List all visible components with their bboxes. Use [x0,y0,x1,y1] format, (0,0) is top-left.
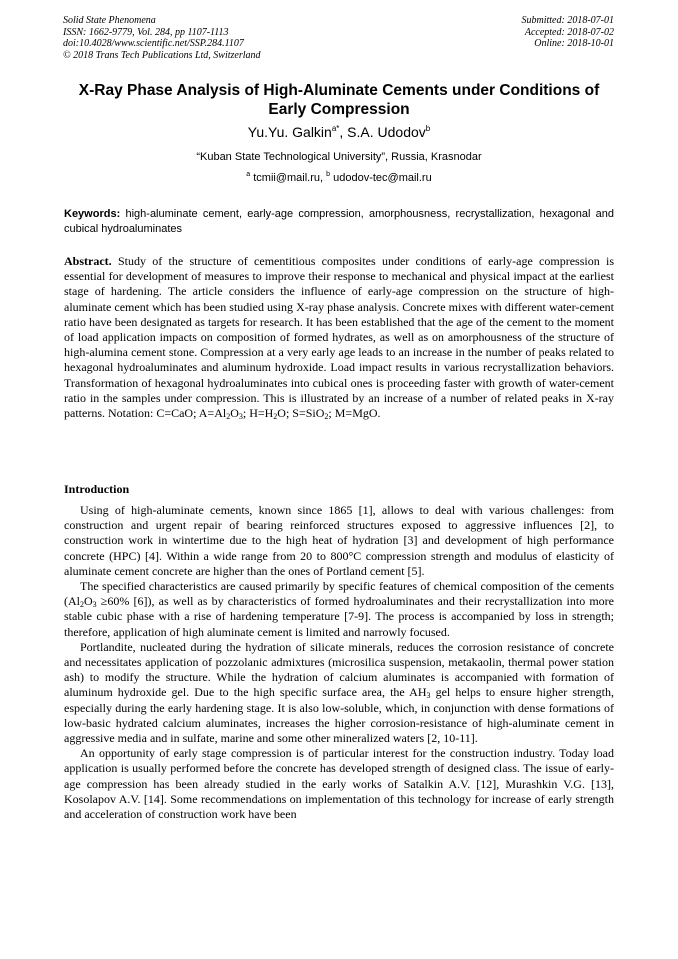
paragraph-text: ≥60% [6]), as well as by characteristics of formed hydroaluminates and their recrystallization into more stable cubic phase with a rise of hardening temperature [7-9]. The process is accompanied by loss in strength; therefore, application of high aluminate cement is limited and narrowly focused. [64,594,614,639]
email-mark-b: b [326,171,331,178]
author-list [60,123,618,141]
abstract-block [64,254,614,421]
affiliation: “Kuban State Technological University”, Russia, Krasnodar [196,151,482,163]
abstract-text: ; M=MgO. [328,406,381,421]
email-separator: , [320,172,327,184]
paragraph-sub: 3 [426,691,431,701]
paragraph-2 [64,579,614,640]
abstract-sub: 2 [273,412,278,422]
author-udodov-affil-mark: b [425,124,431,133]
journal-copyright: © 2018 Trans Tech Publications Ltd, Switzerland [63,49,261,61]
journal-doi: doi:10.4028/www.scientific.net/SSP.284.1107 [63,38,244,49]
abstract-text: ; H=H [242,406,274,421]
keywords-text: high-aluminate cement, early-age compression, amorphousness, recrystallization, hexagonal and cubical hydroaluminates [64,208,614,235]
paragraph-text: O [84,594,93,609]
author-galkin: Yu.Yu. Galkin [247,124,332,140]
paragraph-text: Portlandite, nucleated during the hydration of silicate minerals, reduces the corrosion resistance of concrete and necessitates application of pozzolanic admixtures (microsilica suspension, metakaolin, thermal power station ash) to modify the structure. While the hydration of calcium aluminates is accompanied with formation of aluminum hydroxide gel. Due to the high specific surface area, the AH [64,639,614,700]
paragraph-4: An opportunity of early stage compression is of particular interest for the construction industry. Today load application is usually performed before the concrete has developed strength of designed class. The issue of early-age compression has been already studied in the early works of Satalkin A.V. [12], Murashkin V.G. [13], Kosolapov A.V. [14]. Some recommendations on implementation of this technology for increase of early strength and acceleration of construction work have been [64,746,614,822]
abstract-text: O [230,406,239,421]
abstract-label: Abstract. [64,254,112,268]
email-galkin[interactable]: tcmii@mail.ru [253,172,321,184]
paragraph-sub: 2 [80,600,84,610]
submitted-date: Submitted: 2018-07-01 [521,15,614,26]
abstract-sub: 3 [238,412,243,422]
online-date: Online: 2018-10-01 [534,38,614,49]
journal-issn: ISSN: 1662-9779, Vol. 284, pp 1107-1113 [63,26,229,38]
paper-title: X-Ray Phase Analysis of High-Aluminate Cements under Conditions of Early Compression [78,82,600,118]
introduction-body [64,503,614,822]
paragraph-sub: 3 [92,600,97,610]
abstract-text: O; S=SiO [277,406,325,421]
paragraph-text: The specified characteristics are caused primarily by specific features of chemical composition of the cements (Al [64,579,614,609]
email-mark-a: a [246,171,251,178]
section-heading-introduction: Introduction [64,482,130,496]
abstract-sub: 2 [226,412,231,422]
keywords-label: Keywords: [64,208,121,220]
paragraph-3 [64,640,614,746]
abstract-sub: 2 [324,412,329,422]
paragraph-1: Using of high-aluminate cements, known since 1865 [1], allows to deal with various challenges: from construction and urgent repair of bearing reinforced structures exposed to aggressive influences [2], to construction work in wintertime due to the high heat of hydration [3] and development of high performance concrete (HPC) [4]. Within a wide range from 20 to 800°C compression strength and modulus of elasticity of aluminate cement concrete are higher than the ones of Portland cement [5]. [64,503,614,578]
abstract-text: Study of the structure of cementitious composites under conditions of early-age compression is essential for development of measures to improve their response to mechanical and physical impact at the earliest stage of hardening. The article considers the influence of early-age compression on the structure of high-aluminate cement which has been studied using X-ray phase analysis. Concrete mixes with different water-cement ratio have been designated as targets for research. It has been established that the age of the cement to the moment of load application impacts on composition of formed hydrates, as well as on amorphousness of the structure of high-alumina cement stone. Compression at a very early age leads to an increase in the number of peaks related to hexagonal hydroaluminates and aluminum hydroxide. Load impact results in various recrystallization behaviors. Transformation of hexagonal hydroaluminates into cubical ones is proceeding faster with growth of water-cement ratio in the samples under compression. This is illustrated by an increase of a number of related peaks in X-ray patterns. Notation: C=CaO; A=Al [64,254,615,421]
accepted-date: Accepted: 2018-07-02 [524,26,614,38]
author-galkin-affil-mark: a* [331,124,340,133]
keywords-block [64,207,614,237]
author-udodov: S.A. Udodov [347,124,426,140]
paragraph-text: gel helps to ensure higher strength, especially during the early hardening stage. It is also low-soluble, which, in conjunction with dense formations of low-basic hydrated calcium aluminates, increases the higher corrosion-resistance of high-aluminate cement in aggressive media and in sulfate, marine and some other mineralized waters [2, 10-11]. [64,685,614,746]
journal-header [63,15,261,61]
journal-name: Solid State Phenomena [63,15,156,26]
dates-header [522,15,615,50]
email-udodov[interactable]: udodov-tec@mail.ru [333,172,432,184]
author-emails [60,171,618,185]
author-separator: , [339,124,348,140]
